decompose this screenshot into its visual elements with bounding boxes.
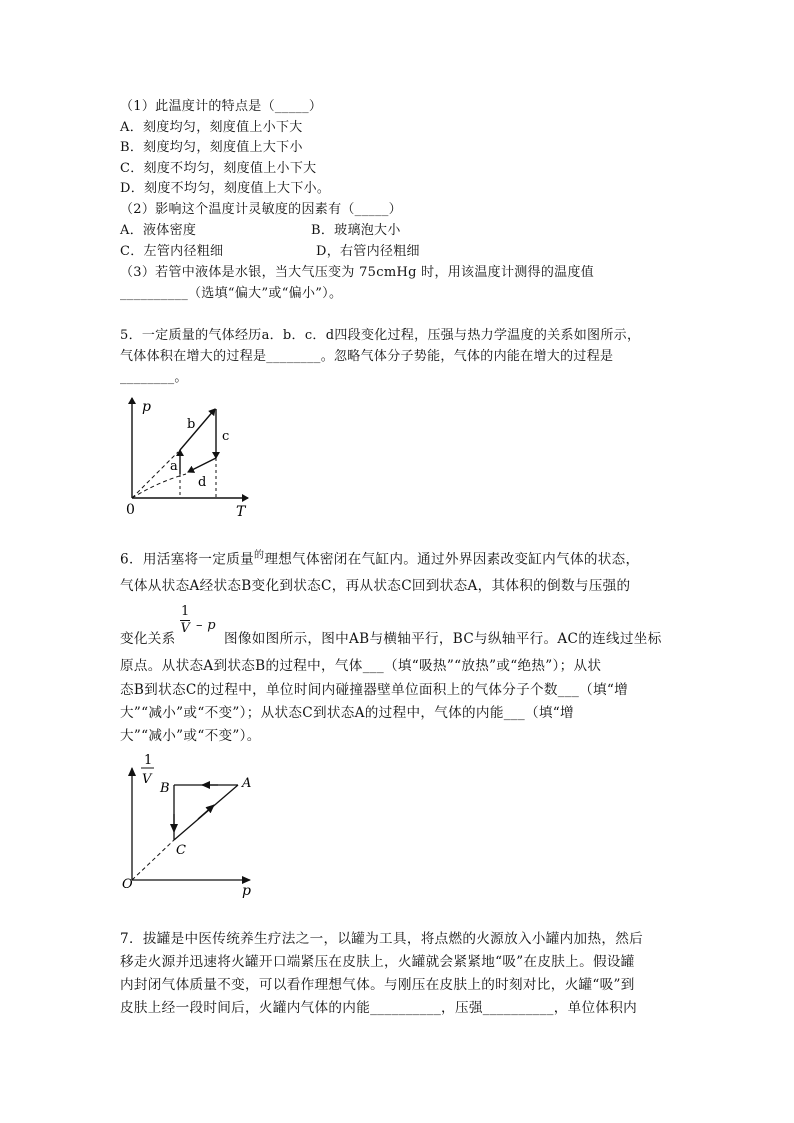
- q5-label-T: T: [236, 504, 246, 520]
- q6-axis-x-label: p: [242, 883, 251, 898]
- q7-line4: 皮肤上经一段时间后，火罐内气体的内能__________，压强__________，单位体积内: [120, 1000, 638, 1016]
- q6-line3-prefix: 变化关系: [120, 631, 176, 647]
- q6-origin-label: O: [122, 877, 133, 892]
- q4-sub1-stem: （1）此温度计的特点是（_____）: [120, 99, 323, 114]
- q6-axis-y-num: 1: [144, 753, 153, 768]
- q6-dashed-oc: [132, 840, 174, 880]
- q6-frac-den: V: [180, 621, 190, 636]
- q5-process-d: [188, 458, 216, 472]
- q7-line1: 7．拔罐是中医传统养生疗法之一，以罐为工具，将点燃的火源放入小罐内加热，然后: [120, 931, 644, 947]
- q6-line5: 态B到状态C的过程中，单位时间内碰撞器壁单位面积上的气体分子个数___（填“增: [120, 682, 629, 698]
- q6-line2: 气体从状态A经状态B变化到状态C，再从状态C回到状态A，其体积的倒数与压强的: [120, 578, 631, 594]
- q5-label-origin: 0: [126, 502, 135, 518]
- q6-point-A: A: [242, 776, 252, 791]
- q6-frac-tail: – p: [196, 618, 216, 633]
- q5-label-c: c: [222, 429, 230, 444]
- q6-axis-y-den: V: [142, 772, 152, 787]
- q6-frac-num: 1: [181, 604, 190, 619]
- q4-sub2-option-b: B．玻璃泡大小: [311, 223, 401, 238]
- q5-line1: 5．一定质量的气体经历a．b．c．d四段变化过程，压强与热力学温度的关系如图所示，: [120, 328, 641, 343]
- q5-dashed-curve-lower: [132, 474, 186, 498]
- q6-line6: 大”“减小”或“不变”）；从状态C到状态A的过程中，气体的内能___（填“增: [120, 705, 574, 721]
- q4-option-d: D．刻度不均匀，刻度值上大下小。: [120, 181, 331, 196]
- q4-sub3-line2: __________（选填“偏大”或“偏小”）。: [120, 286, 343, 301]
- q6-line1-sup: 的: [254, 550, 265, 561]
- q6-vp-graph: [118, 752, 268, 898]
- q4-option-b: B．刻度均匀，刻度值上大下小: [120, 140, 303, 155]
- q5-pt-graph: [118, 392, 258, 520]
- q4-sub3-line1: （3）若管中液体是水银，当大气压变为 75cmHg 时，用该温度计测得的温度值: [120, 265, 595, 280]
- q6-point-C: C: [176, 843, 186, 858]
- q5-label-p: p: [142, 399, 151, 415]
- q6-line3-suffix: 图像如图所示，图中AB与横轴平行，BC与纵轴平行。AC的连线过坐标: [224, 631, 662, 647]
- q7-line3: 内封闭气体质量不变，可以看作理想气体。与刚压在皮肤上的时刻对比，火罐“吸”到: [120, 977, 635, 993]
- q5-line2: 气体体积在增大的过程是________。忽略气体分子势能，气体的内能在增大的过程是: [120, 349, 614, 364]
- q5-line3: ________。: [120, 370, 188, 385]
- q4-option-a: A．刻度均匀，刻度值上小下大: [120, 120, 303, 135]
- q4-sub2-option-a: A．液体密度: [120, 223, 197, 238]
- q5-label-b: b: [187, 417, 196, 432]
- q6-line1-suffix: 理想气体密闭在气缸内。通过外界因素改变缸内气体的状态，: [264, 551, 640, 568]
- q5-label-d: d: [198, 475, 207, 490]
- q5-label-a: a: [170, 459, 178, 474]
- q6-line4: 原点。从状态A到状态B的过程中，气体___（填“吸热”“放热”或“绝热”）；从状: [120, 658, 602, 674]
- q6-line1: [120, 546, 639, 570]
- q6-point-B: B: [160, 781, 170, 796]
- q4-option-c: C．刻度不均匀，刻度值上小下大: [120, 161, 317, 176]
- q4-sub2-option-d: D，右管内径粗细: [316, 244, 420, 259]
- q7-line2: 移走火源并迅速将火罐开口端紧压在皮肤上，火罐就会紧紧地“吸”在皮肤上。假设罐: [120, 954, 635, 970]
- q6-line1-prefix: 6．用活塞将一定质量: [120, 551, 254, 568]
- q6-line7: 大”“减小”或“不变”）。: [120, 728, 261, 744]
- q6-arrow-ca: [198, 805, 214, 819]
- q4-sub2-option-c: C．左管内径粗细: [120, 244, 224, 259]
- q4-sub2-stem: （2）影响这个温度计灵敏度的因素有（_____）: [120, 202, 402, 217]
- q5-process-b: [180, 409, 215, 450]
- q6-inline-fraction: [180, 604, 190, 637]
